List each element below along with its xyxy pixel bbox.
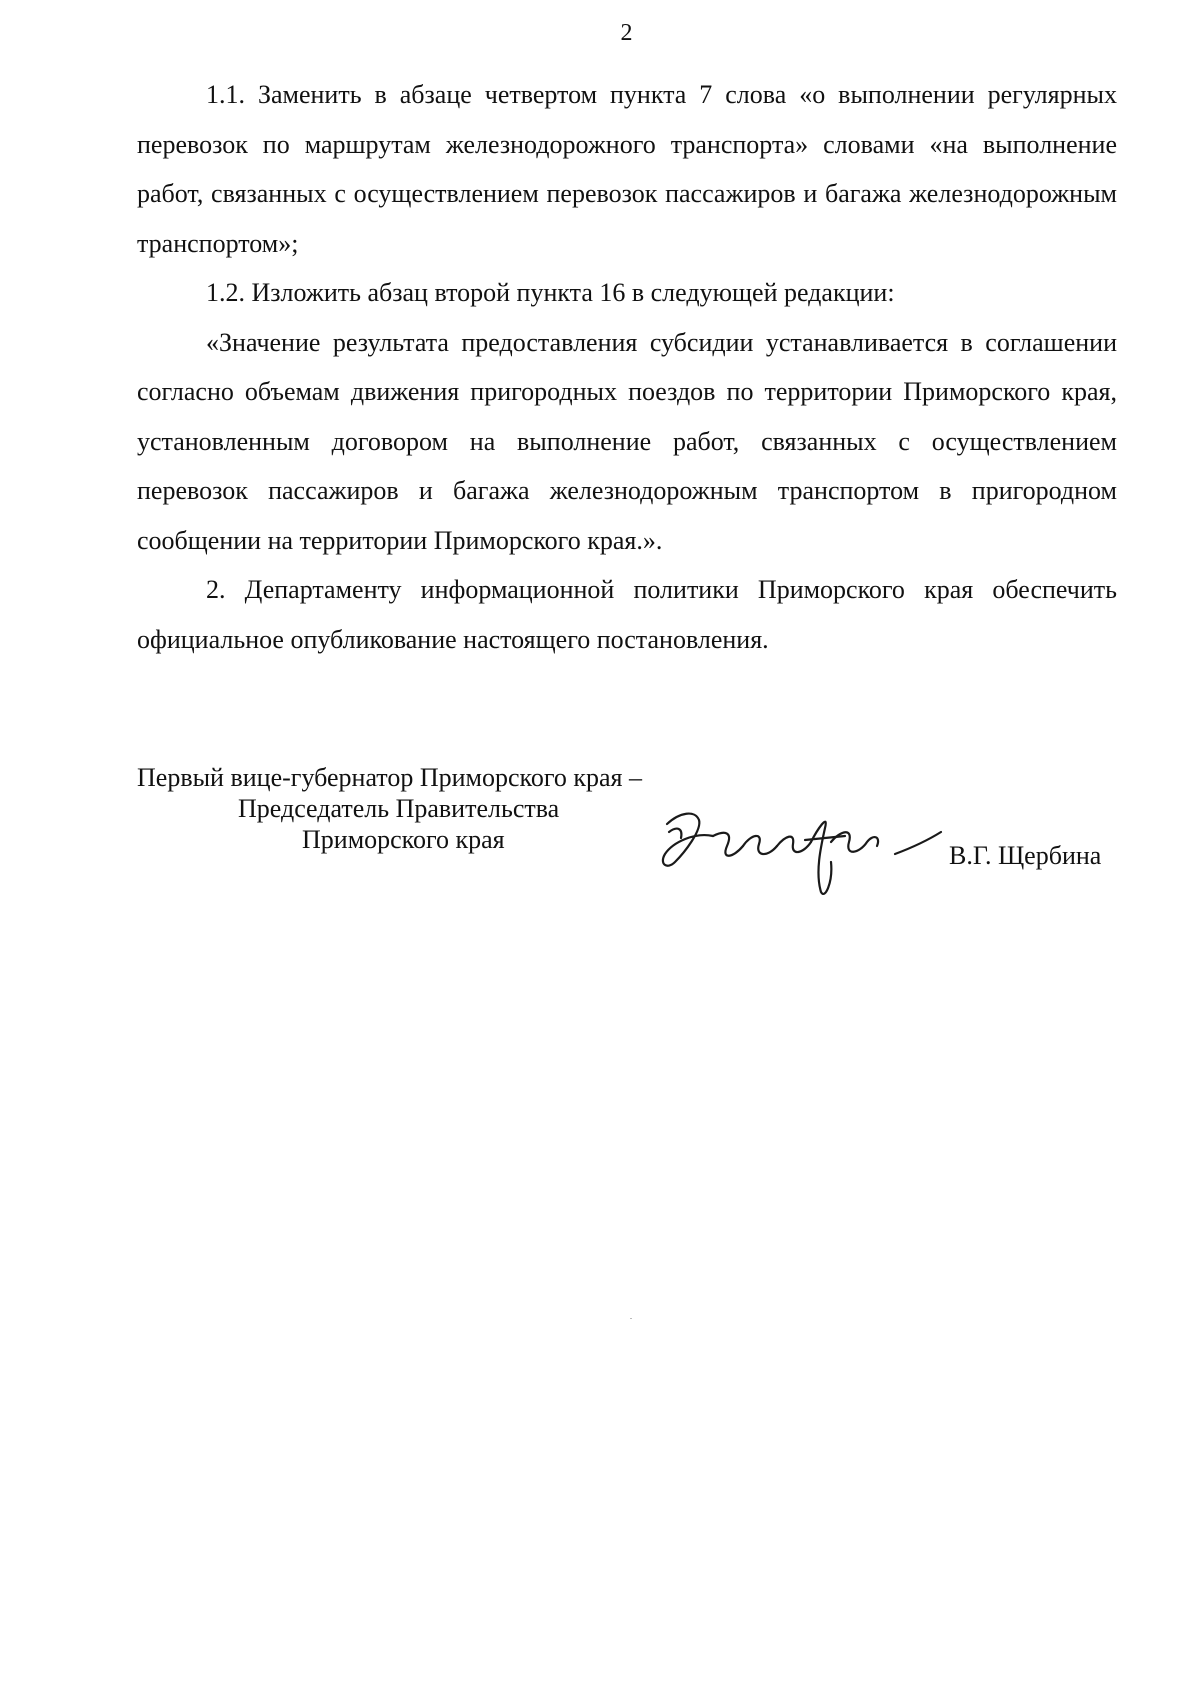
signatory-position-line-2: Председатель Правительства [238, 794, 560, 823]
scan-speck [630, 1318, 632, 1319]
paragraph-1-1: 1.1. Заменить в абзаце четвертом пункта 7 слова «о выполнении регулярных перевозок по маршрутам железнодорожного транспорта» словами «на выполнение работ, связанных с осуществлением перевозок пассажиров и багажа железнодорожным транспортом»; [137, 80, 1117, 258]
signature-block [0, 762, 1200, 882]
paragraph-1-2: 1.2. Изложить абзац второй пункта 16 в следующей редакции: [206, 278, 895, 307]
paragraph-quoted-amendment: «Значение результата предоставления субсидии устанавливается в соглашении согласно объемам движения пригородных поездов по территории Приморского края, установленным договором на выполнение работ, связанных с осуществлением перевозок пассажиров и багажа железнодорожным транспортом в пригородном сообщении на территории Приморского края.». [137, 327, 1117, 555]
signatory-name: В.Г. Щербина [949, 841, 1102, 870]
document-body [137, 70, 1117, 664]
handwritten-signature-icon [655, 802, 945, 902]
page-number: 2 [620, 20, 633, 46]
signatory-position-line-3: Приморского края [302, 825, 505, 854]
signatory-position-line-1: Первый вице-губернатор Приморского края – [137, 763, 642, 792]
paragraph-2: 2. Департаменту информационной политики Приморского края обеспечить официальное опубликование настоящего постановления. [137, 575, 1117, 654]
